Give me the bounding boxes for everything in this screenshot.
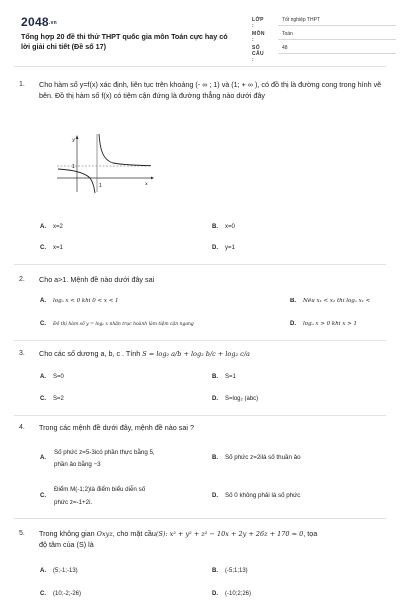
option-c[interactable]: C. S=2 <box>40 396 64 402</box>
function-graph <box>55 130 155 195</box>
question-text: Cho các số dương a, b, c . Tính S = log₂ a/b + log₂ b/c + log₂ c/a <box>39 349 250 358</box>
option-a[interactable]: A. x=2 <box>40 224 63 230</box>
y-axis-arrow <box>76 135 79 139</box>
option-b[interactable]: B. (-5;1;13) <box>212 568 248 574</box>
y-tick-label: 1 <box>72 164 75 170</box>
question-number: 5. <box>19 530 25 537</box>
divider <box>14 415 386 416</box>
x-tick-label: 1 <box>99 183 102 189</box>
formula: S = log₂ a/b + log₂ b/c + log₂ c/a <box>142 350 250 358</box>
site-logo[interactable]: 2048.vn <box>21 15 58 29</box>
x-axis-arrow <box>151 177 154 180</box>
option-c[interactable]: C. (10;-2;-26) <box>40 591 82 597</box>
curve-left <box>58 169 95 193</box>
question-text-line2: độ tâm của (S) là <box>39 540 94 549</box>
option-a[interactable]: A. logₐ x < 0 khi 0 < x < 1 <box>40 298 119 304</box>
question-text: Trong các mệnh đề dưới đây, mệnh đề nào sai ? <box>39 423 194 432</box>
question-text: Trong không gian Oxyz, cho mặt cầu(S): x² + y² + z² − 10x + 2y + 26z + 170 = 0, tọa <box>39 529 318 538</box>
question-number: 1. <box>19 81 25 88</box>
sphere-equation: x² + y² + z² − 10x + 2y + 26z + 170 = 0 <box>169 530 304 538</box>
option-d[interactable]: D. logₐ x > 0 khi x > 1 <box>290 321 357 327</box>
divider <box>14 340 386 341</box>
option-d[interactable]: D. (-10;2;26) <box>212 591 252 597</box>
document-title: Tổng hợp 20 đề thi thử THPT quốc gia môn Toán cực hay có lời giải chi tiết (Đề số 17) <box>21 32 228 51</box>
question-text: Cho a>1. Mệnh đề nào dưới đây sai <box>39 275 155 284</box>
option-d[interactable]: D. S=log₂ (abc) <box>212 396 259 402</box>
divider <box>14 66 386 67</box>
option-b[interactable]: B. Số phức z=2ilà số thuần ảo <box>212 454 301 461</box>
option-d[interactable]: D. Số 0 không phải là số phức <box>212 492 301 499</box>
option-b[interactable]: B. S=1 <box>212 374 236 380</box>
x-axis-label: x <box>145 181 148 187</box>
option-a[interactable]: A. S=0 <box>40 374 64 380</box>
option-c[interactable]: C. x=1 <box>40 245 63 251</box>
question-number: 4. <box>19 424 25 431</box>
option-d[interactable]: D. y=1 <box>212 245 235 251</box>
divider <box>14 518 386 519</box>
document-header: 2048.vn Tổng hợp 20 đề thi thử THPT quốc gia môn Toán cực hay có lời giải chi tiết (Đề số 17) LỚP : Tốt nghiệp THPT MÔN : Toán SỐ CÂU : 48 <box>0 0 400 62</box>
option-b[interactable]: B. Nếu x₁ < x₂ thì logₐ x₁ < <box>290 298 371 304</box>
option-b[interactable]: B. x=0 <box>212 224 235 230</box>
question-text: Cho hàm số y=f(x) xác định, liên tục trên khoảng (- ∞ ; 1) và (1; + ∞ ), có đồ thị là đường cong trong hình vẽ bên. Đồ thị hàm số f(x) có tiệm cận đứng là đường thẳng nào dưới đây <box>39 80 382 100</box>
question-number: 3. <box>19 350 25 357</box>
divider <box>14 264 386 265</box>
option-c[interactable]: C. Đồ thị hàm số y = logₐ x nhận trục hoành làm tiệm cận ngang <box>40 321 194 327</box>
question-number: 2. <box>19 276 25 283</box>
y-axis-label: y <box>72 137 75 143</box>
curve-right <box>99 134 151 166</box>
option-a[interactable]: A. (5;-1;-13) <box>40 568 78 574</box>
